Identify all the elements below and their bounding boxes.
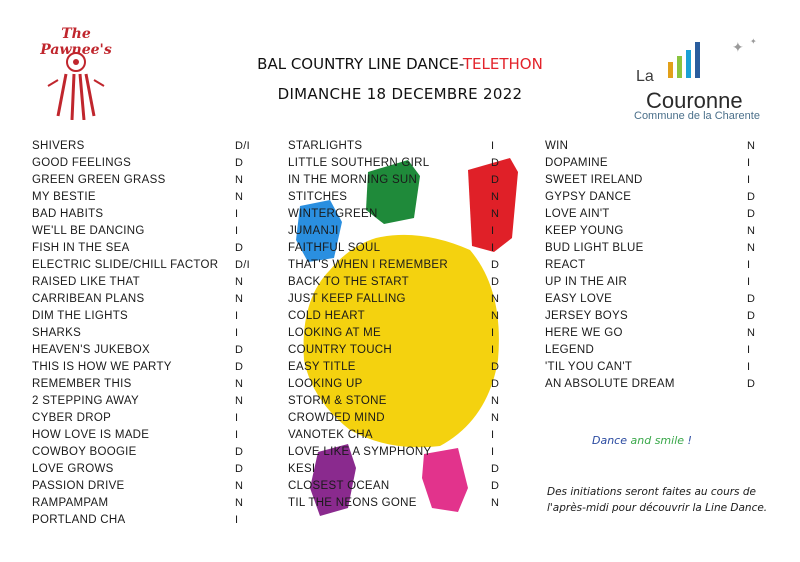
dance-name: GREEN GREEN GRASS xyxy=(32,174,166,186)
feather-dreamcatcher-icon xyxy=(28,20,124,120)
dance-row xyxy=(32,344,262,361)
la-couronne-logo xyxy=(624,38,774,122)
dance-row xyxy=(288,378,508,395)
dance-level-code: N xyxy=(235,174,244,186)
dance-row xyxy=(545,310,765,327)
dance-row xyxy=(288,395,508,412)
dance-row xyxy=(288,361,508,378)
dance-row xyxy=(288,310,508,327)
dance-level-code: I xyxy=(235,514,239,526)
svg-text:✦: ✦ xyxy=(750,38,757,46)
dance-row xyxy=(32,429,262,446)
dance-name: RAISED LIKE THAT xyxy=(32,276,140,288)
dance-name: CYBER DROP xyxy=(32,412,112,424)
dance-row xyxy=(288,327,508,344)
dance-row xyxy=(545,225,765,242)
dance-name: LOOKING AT ME xyxy=(288,327,381,339)
dance-name: LOVE GROWS xyxy=(32,463,114,475)
dance-row xyxy=(32,378,262,395)
dance-row xyxy=(288,480,508,497)
dance-name: SHIVERS xyxy=(32,140,85,152)
dance-level-code: I xyxy=(235,208,239,220)
logo-la: La xyxy=(636,68,654,85)
dance-row xyxy=(288,276,508,293)
dance-level-code: I xyxy=(747,361,751,373)
dance-level-code: D xyxy=(491,480,500,492)
dance-name: LOVE LIKE A SYMPHONY xyxy=(288,446,432,458)
dance-row xyxy=(32,157,262,174)
dance-row xyxy=(288,259,508,276)
dance-row xyxy=(545,157,765,174)
dance-row xyxy=(545,293,765,310)
dance-name: WIN xyxy=(545,140,569,152)
dance-level-code: N xyxy=(235,191,244,203)
pawnees-logo-text: The Pawnee's xyxy=(40,26,112,58)
dance-level-code: N xyxy=(235,378,244,390)
dance-name: SHARKS xyxy=(32,327,82,339)
dance-row xyxy=(32,259,262,276)
dance-name: 2 STEPPING AWAY xyxy=(32,395,139,407)
dance-name: COLD HEART xyxy=(288,310,365,322)
dance-name: VANOTEK CHA xyxy=(288,429,373,441)
dance-level-code: D xyxy=(747,310,756,322)
dance-name: EASY TITLE xyxy=(288,361,356,373)
dance-row xyxy=(32,191,262,208)
dance-row xyxy=(545,344,765,361)
dance-level-code: D xyxy=(235,242,244,254)
dance-name: COWBOY BOOGIE xyxy=(32,446,137,458)
pawnees-logo xyxy=(28,20,124,120)
dance-name: STARLIGHTS xyxy=(288,140,363,152)
dance-level-code: I xyxy=(235,429,239,441)
dance-level-code: I xyxy=(491,344,495,356)
dance-level-code: N xyxy=(491,497,500,509)
dance-level-code: D xyxy=(235,463,244,475)
dance-name: CROWDED MIND xyxy=(288,412,385,424)
dance-column-1 xyxy=(32,140,262,531)
dance-level-code: N xyxy=(491,395,500,407)
dance-name: COUNTRY TOUCH xyxy=(288,344,393,356)
dance-level-code: I xyxy=(491,327,495,339)
dance-level-code: N xyxy=(747,225,756,237)
dance-row xyxy=(288,446,508,463)
dance-row xyxy=(288,225,508,242)
dance-name: PORTLAND CHA xyxy=(32,514,126,526)
dance-name: THIS IS HOW WE PARTY xyxy=(32,361,172,373)
dance-row xyxy=(32,310,262,327)
title-accent: TELETHON xyxy=(462,55,543,73)
dance-row xyxy=(32,463,262,480)
dance-level-code: I xyxy=(747,157,751,169)
dance-level-code: N xyxy=(491,293,500,305)
dance-name: BACK TO THE START xyxy=(288,276,409,288)
dance-level-code: I xyxy=(491,446,495,458)
dance-level-code: D/I xyxy=(235,140,250,152)
dance-name: RAMPAMPAM xyxy=(32,497,109,509)
dance-row xyxy=(288,208,508,225)
dance-level-code: N xyxy=(747,140,756,152)
dance-name: 'TIL YOU CAN'T xyxy=(545,361,633,373)
dance-level-code: I xyxy=(747,259,751,271)
dance-row xyxy=(545,259,765,276)
dance-level-code: D xyxy=(491,174,500,186)
dance-row xyxy=(545,276,765,293)
svg-text:✦: ✦ xyxy=(732,40,744,56)
dance-name: FAITHFUL SOUL xyxy=(288,242,381,254)
dance-level-code: N xyxy=(235,276,244,288)
dance-name: ELECTRIC SLIDE/CHILL FACTOR xyxy=(32,259,219,271)
dance-level-code: D xyxy=(235,446,244,458)
dance-row xyxy=(545,361,765,378)
dance-row xyxy=(288,191,508,208)
dance-name: STITCHES xyxy=(288,191,348,203)
dance-row xyxy=(545,191,765,208)
dance-row xyxy=(32,514,262,531)
dance-level-code: I xyxy=(491,242,495,254)
dance-row xyxy=(32,242,262,259)
dance-row xyxy=(288,242,508,259)
dance-level-code: I xyxy=(747,276,751,288)
dance-column-2 xyxy=(288,140,508,514)
dance-name: JUST KEEP FALLING xyxy=(288,293,406,305)
dance-name: KESI xyxy=(288,463,316,475)
dance-level-code: D xyxy=(747,191,756,203)
dance-level-code: D xyxy=(747,378,756,390)
dance-row xyxy=(32,480,262,497)
dance-name: UP IN THE AIR xyxy=(545,276,628,288)
slogan-part3: ! xyxy=(684,434,692,447)
dance-row xyxy=(545,327,765,344)
dance-level-code: N xyxy=(747,327,756,339)
dance-level-code: D xyxy=(491,463,500,475)
dance-row xyxy=(288,412,508,429)
dance-level-code: D xyxy=(235,344,244,356)
dance-level-code: N xyxy=(491,412,500,424)
dance-level-code: I xyxy=(235,310,239,322)
dance-name: CLOSEST OCEAN xyxy=(288,480,390,492)
dance-name: MY BESTIE xyxy=(32,191,96,203)
dance-name: STORM & STONE xyxy=(288,395,387,407)
dance-name: DOPAMINE xyxy=(545,157,608,169)
dance-level-code: D/I xyxy=(235,259,250,271)
dance-level-code: N xyxy=(235,480,244,492)
dance-name: THAT'S WHEN I REMEMBER xyxy=(288,259,449,271)
dance-level-code: D xyxy=(491,157,500,169)
dance-column-3 xyxy=(545,140,765,395)
dance-row xyxy=(288,497,508,514)
dance-level-code: D xyxy=(491,259,500,271)
dance-name: AN ABSOLUTE DREAM xyxy=(545,378,675,390)
title-main: BAL COUNTRY LINE DANCE- xyxy=(257,55,463,73)
dance-row xyxy=(32,140,262,157)
dance-level-code: D xyxy=(491,276,500,288)
dance-row xyxy=(32,293,262,310)
dance-level-code: N xyxy=(235,497,244,509)
dance-name: JERSEY BOYS xyxy=(545,310,628,322)
dance-row xyxy=(545,242,765,259)
dance-row xyxy=(545,378,765,395)
dance-name: FISH IN THE SEA xyxy=(32,242,130,254)
dance-name: LOVE AIN'T xyxy=(545,208,610,220)
dance-row xyxy=(288,174,508,191)
dance-row xyxy=(288,429,508,446)
dance-row xyxy=(32,225,262,242)
dance-name: LITTLE SOUTHERN GIRL xyxy=(288,157,430,169)
dance-level-code: I xyxy=(747,174,751,186)
dance-name: HERE WE GO xyxy=(545,327,623,339)
dance-name: JUMANJI xyxy=(288,225,339,237)
dance-row xyxy=(288,293,508,310)
dance-name: HOW LOVE IS MADE xyxy=(32,429,150,441)
dance-level-code: D xyxy=(235,157,244,169)
dance-row xyxy=(545,140,765,157)
dance-level-code: N xyxy=(491,208,500,220)
dance-name: BAD HABITS xyxy=(32,208,104,220)
dance-level-code: I xyxy=(491,140,495,152)
dance-row xyxy=(32,361,262,378)
dance-name: HEAVEN'S JUKEBOX xyxy=(32,344,150,356)
dance-level-code: D xyxy=(491,378,500,390)
dance-level-code: D xyxy=(235,361,244,373)
page-title xyxy=(200,55,600,73)
logo-commune: Commune de la Charente xyxy=(634,110,760,122)
dance-level-code: N xyxy=(235,293,244,305)
dance-row xyxy=(32,395,262,412)
dance-level-code: D xyxy=(491,361,500,373)
dance-level-code: N xyxy=(491,310,500,322)
dance-level-code: I xyxy=(491,225,495,237)
slogan-part1: Dance xyxy=(592,434,631,447)
dance-level-code: I xyxy=(235,225,239,237)
dance-row xyxy=(32,327,262,344)
dance-level-code: D xyxy=(747,293,756,305)
dance-name: KEEP YOUNG xyxy=(545,225,624,237)
dance-name: SWEET IRELAND xyxy=(545,174,643,186)
dance-name: CARRIBEAN PLANS xyxy=(32,293,145,305)
dance-name: WINTERGREEN xyxy=(288,208,378,220)
dance-row xyxy=(32,276,262,293)
dance-row xyxy=(32,412,262,429)
dance-name: GYPSY DANCE xyxy=(545,191,632,203)
dance-level-code: N xyxy=(235,395,244,407)
dance-name: BUD LIGHT BLUE xyxy=(545,242,644,254)
dance-name: TIL THE NEONS GONE xyxy=(288,497,417,509)
dance-name: DIM THE LIGHTS xyxy=(32,310,128,322)
slogan xyxy=(592,434,692,447)
dance-row xyxy=(32,497,262,514)
dance-name: REACT xyxy=(545,259,586,271)
dance-name: GOOD FEELINGS xyxy=(32,157,132,169)
dance-row xyxy=(288,157,508,174)
dance-row xyxy=(545,174,765,191)
dance-row xyxy=(288,463,508,480)
dance-level-code: N xyxy=(747,242,756,254)
dance-level-code: I xyxy=(235,412,239,424)
logo-couronne: Couronne xyxy=(646,88,743,113)
dance-level-code: I xyxy=(747,344,751,356)
dance-row xyxy=(288,140,508,157)
slogan-part2: and smile xyxy=(630,434,685,447)
dance-name: LOOKING UP xyxy=(288,378,363,390)
page-subtitle: DIMANCHE 18 DECEMBRE 2022 xyxy=(277,85,523,103)
dance-name: WE'LL BE DANCING xyxy=(32,225,145,237)
dance-level-code: D xyxy=(747,208,756,220)
dance-name: EASY LOVE xyxy=(545,293,613,305)
dance-row xyxy=(32,174,262,191)
dance-row xyxy=(32,446,262,463)
dance-row xyxy=(545,208,765,225)
dance-level-code: I xyxy=(491,429,495,441)
dance-level-code: N xyxy=(491,191,500,203)
dance-row xyxy=(288,344,508,361)
dance-name: LEGEND xyxy=(545,344,595,356)
dance-level-code: I xyxy=(235,327,239,339)
dance-name: IN THE MORNING SUN xyxy=(288,174,418,186)
initiation-note: Des initiations seront faites au cours de l'après-midi pour découvrir la Line Dance. xyxy=(547,486,768,514)
dance-name: REMEMBER THIS xyxy=(32,378,132,390)
dance-name: PASSION DRIVE xyxy=(32,480,125,492)
dance-row xyxy=(32,208,262,225)
